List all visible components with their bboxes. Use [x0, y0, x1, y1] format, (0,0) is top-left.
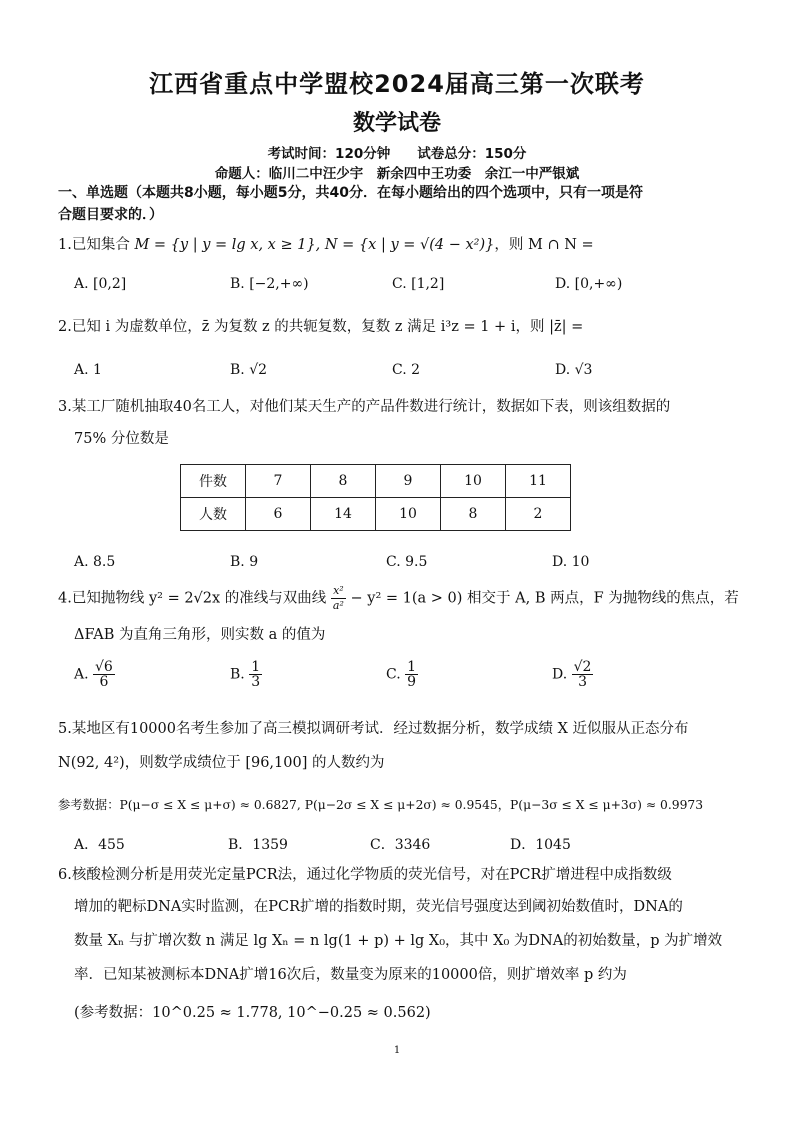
exam-title: 江西省重点中学盟校2024届高三第一次联考 [149, 70, 645, 98]
question-6-line2: 增加的靶标DNA实时监测，在PCR扩增的指数时期，荧光信号强度达到阈初始数值时，DNA的 [74, 899, 683, 915]
q4-option-a: A. $\frac{√6}{6}$ [74, 659, 113, 690]
q3-option-a: A. 8.5 [74, 554, 116, 570]
q2-option-b: B. √2 [230, 362, 268, 378]
q3-option-d: D. 10 [552, 554, 590, 570]
q1-option-c: C. [1,2] [392, 276, 445, 292]
exam-info: 考试时间：120分钟 试卷总分：150分 [267, 146, 527, 162]
q1-sets: M = {y | y = lg x, x ≥ 1}, N = {x | y = √(4 − x²)} [134, 237, 495, 253]
q5-option-b: B．1359 [228, 837, 288, 853]
question-6-line4: 率．已知某被测标本DNA扩增16次后，数量变为原来的10000倍，则扩增效率 p 约为 [74, 967, 627, 983]
question-6-reference: (参考数据：10^0.25 ≈ 1.778, 10^−0.25 ≈ 0.562) [74, 1005, 431, 1021]
page-number: 1 [393, 1045, 401, 1056]
question-4-line2: ΔFAB 为直角三角形，则实数 a 的值为 [74, 627, 326, 643]
q1-option-d: D. [0,+∞) [555, 276, 623, 292]
q4-option-b: B. $\frac{1}{3}$ [230, 659, 261, 690]
q5-option-d: D．1045 [510, 837, 571, 853]
q2-option-d: D. √3 [555, 362, 593, 378]
q1-option-a: A. [0,2] [74, 276, 127, 292]
q3-option-c: C. 9.5 [386, 554, 428, 570]
q3-option-b: B. 9 [230, 554, 259, 570]
question-5: 5.某地区有10000名考生参加了高三模拟调研考试．经过数据分析，数学成绩 X 近似服从正态分布 [58, 721, 689, 737]
question-3: 3.某工厂随机抽取40名工人，对他们某天生产的产品件数进行统计，数据如下表，则该组数据的 [58, 399, 671, 415]
table-row: 件数 7 8 9 10 11 [181, 465, 571, 498]
q5-option-a: A．455 [74, 837, 125, 853]
table-row: 人数 6 14 10 8 2 [181, 498, 571, 531]
section-heading: 一、单选题（本题共8小题，每小题5分，共40分．在每小题给出的四个选项中，只有一项是符 合题目要求的．） [58, 185, 643, 223]
question-5-line2: N(92, 4²)，则数学成绩位于 [96,100] 的人数约为 [58, 755, 385, 771]
question-6-line3: 数量 Xₙ 与扩增次数 n 满足 lg Xₙ = n lg(1 + p) + lg X₀，其中 X₀ 为DNA的初始数量，p 为扩增效 [74, 933, 723, 949]
q2-option-c: C. 2 [392, 362, 421, 378]
question-1: 1.已知集合 M = {y | y = lg x, x ≥ 1}, N = {x | y = √(4 − x²)}，则 M ∩ N = [58, 237, 594, 253]
q2-option-a: A. 1 [74, 362, 102, 378]
exam-subtitle: 数学试卷 [352, 111, 441, 136]
question-3-line2: 75% 分位数是 [74, 431, 169, 447]
q5-option-c: C．3346 [370, 837, 431, 853]
question-6: 6.核酸检测分析是用荧光定量PCR法，通过化学物质的荧光信号，对在PCR扩增进程中成指数级 [58, 867, 672, 883]
question-4: 4.已知抛物线 y² = 2√2x 的准线与双曲线 $\frac{\text{x²}}{\text{a²}}$ − y² = 1(a > 0) 相交于 A, B 两点，F 为抛物线的焦点，若 [58, 584, 739, 612]
q3-data-table [180, 464, 571, 531]
q5-reference-data: 参考数据：P(μ−σ ≤ X ≤ μ+σ) ≈ 0.6827, P(μ−2σ ≤ X ≤ μ+2σ) ≈ 0.9545，P(μ−3σ ≤ X ≤ μ+3σ) ≈ 0.9973 [58, 798, 704, 812]
q1-option-b: B. [−2,+∞) [230, 276, 309, 292]
q4-option-c: C. $\frac{1}{9}$ [386, 659, 417, 690]
hyperbola-fraction: $\frac{\text{x²}}{\text{a²}}$ [332, 584, 344, 612]
question-2: 2.已知 i 为虚数单位，z̄ 为复数 z 的共轭复数，复数 z 满足 i³z = 1 + i，则 |z̄| = [58, 319, 584, 335]
exam-authors: 命题人：临川二中汪少宇 新余四中王功委 余江一中严银斌 [214, 166, 580, 182]
q4-option-d: D. $\frac{√2}{3}$ [552, 659, 592, 690]
